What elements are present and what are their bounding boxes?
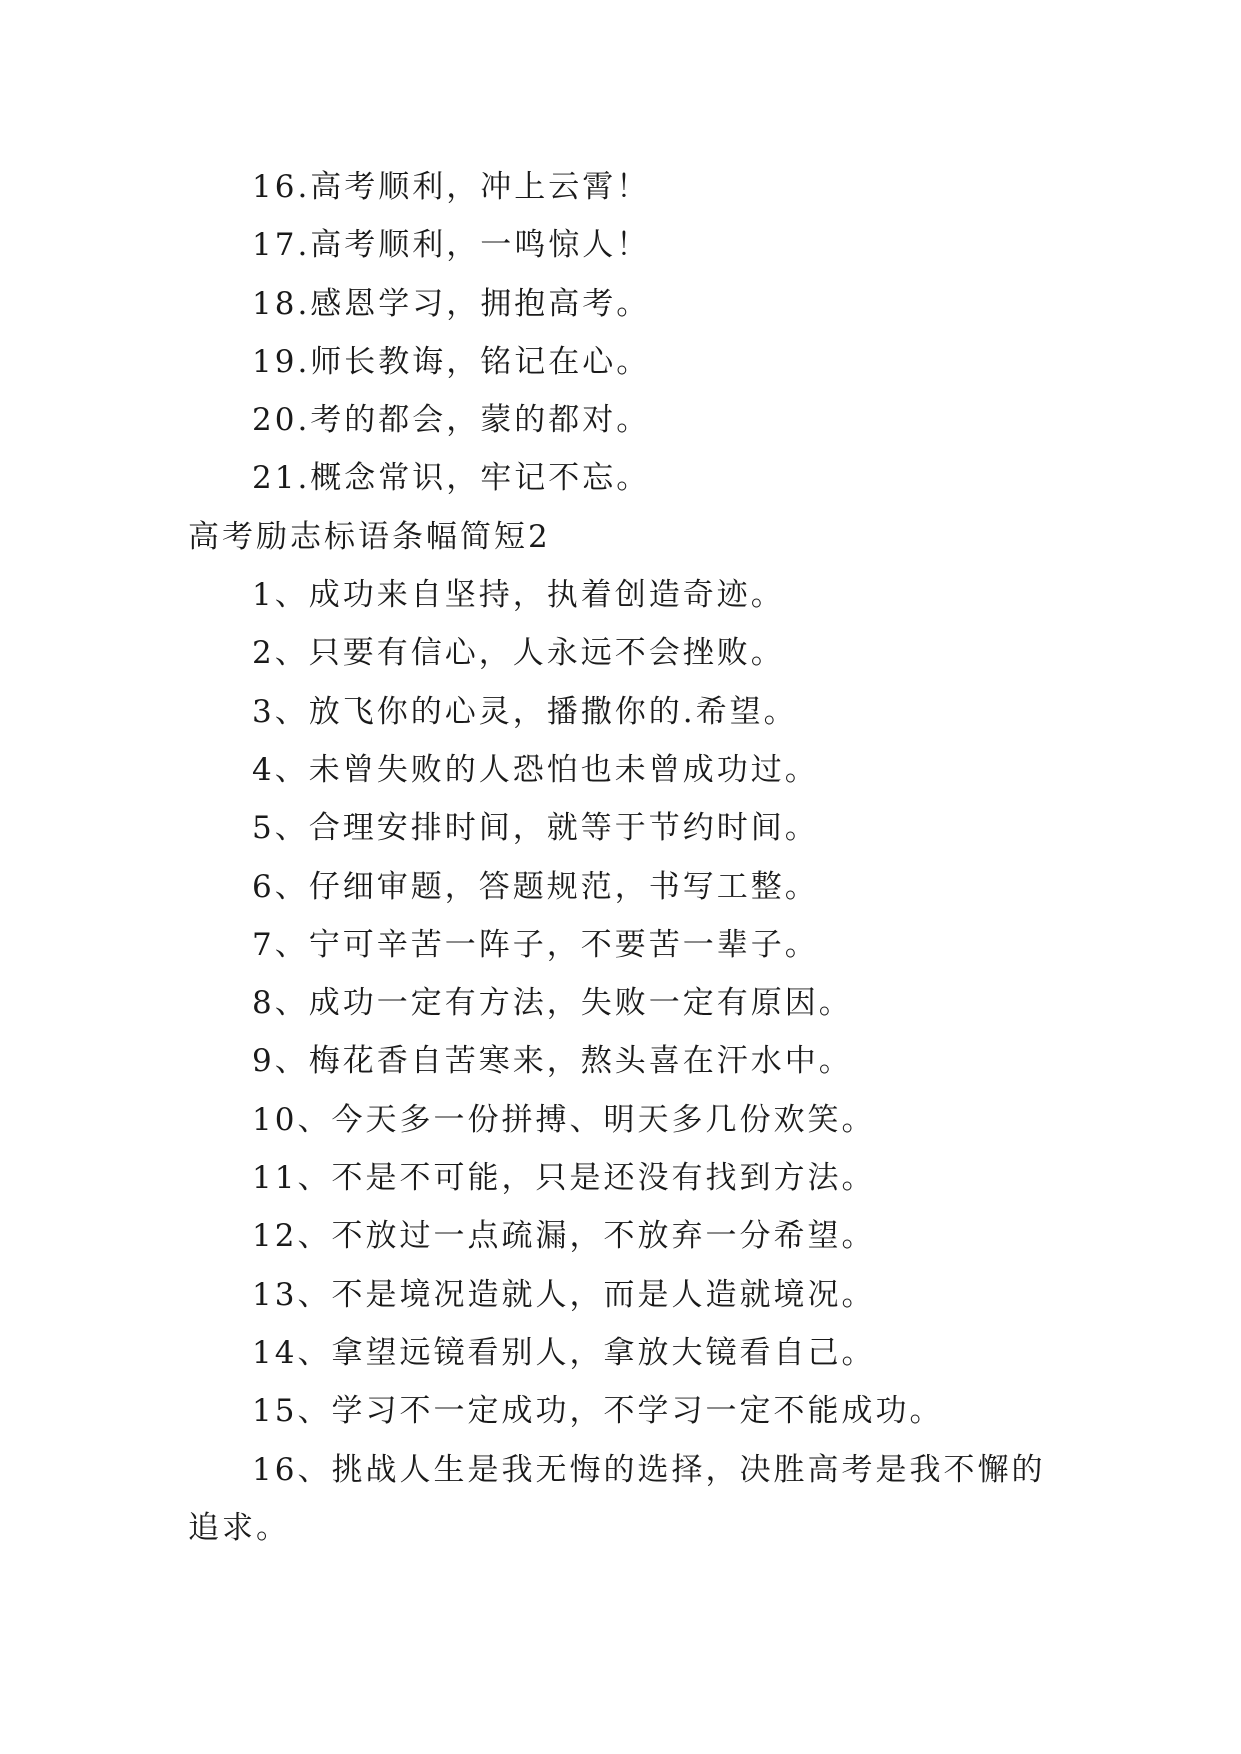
list-item: 13、不是境况造就人，而是人造就境况。 <box>252 1276 876 1313</box>
list-item: 20.考的都会，蒙的都对。 <box>252 402 651 439</box>
list-item: 18.感恩学习，拥抱高考。 <box>252 285 651 322</box>
list-item: 10、今天多一份拼搏、明天多几份欢笑。 <box>252 1101 876 1138</box>
list-item: 9、梅花香自苦寒来，熬头喜在汗水中。 <box>252 1043 853 1080</box>
list-item: 3、放飞你的心灵，播撒你的.希望。 <box>252 693 798 730</box>
list-item: 17.高考顺利，一鸣惊人！ <box>252 227 651 264</box>
list-item-wrapped: 16、挑战人生是我无悔的选择，决胜高考是我不懈的追求。 <box>188 1451 1046 1546</box>
list-item: 19.师长教诲，铭记在心。 <box>252 343 651 380</box>
list-item: 4、未曾失败的人恐怕也未曾成功过。 <box>252 751 819 788</box>
list-item: 8、成功一定有方法，失败一定有原因。 <box>252 985 853 1022</box>
list-item: 1、成功来自坚持，执着创造奇迹。 <box>252 577 785 614</box>
list-item: 12、不放过一点疏漏，不放弃一分希望。 <box>252 1218 876 1255</box>
list-item: 6、仔细审题，答题规范，书写工整。 <box>252 868 819 905</box>
list-item: 21.概念常识，牢记不忘。 <box>252 460 651 497</box>
list-item: 16.高考顺利，冲上云霄！ <box>252 169 651 205</box>
list-item: 11、不是不可能，只是还没有找到方法。 <box>252 1160 876 1197</box>
section-heading: 高考励志标语条幅简短2 <box>188 518 551 555</box>
list-item: 14、拿望远镜看别人，拿放大镜看自己。 <box>252 1334 876 1371</box>
document-body <box>188 158 1068 1557</box>
list-item: 15、学习不一定成功，不学习一定不能成功。 <box>252 1393 944 1430</box>
list-item: 2、只要有信心，人永远不会挫败。 <box>252 635 785 672</box>
list-item: 7、宁可辛苦一阵子，不要苦一辈子。 <box>252 926 819 963</box>
list-item: 5、合理安排时间，就等于节约时间。 <box>252 810 819 847</box>
